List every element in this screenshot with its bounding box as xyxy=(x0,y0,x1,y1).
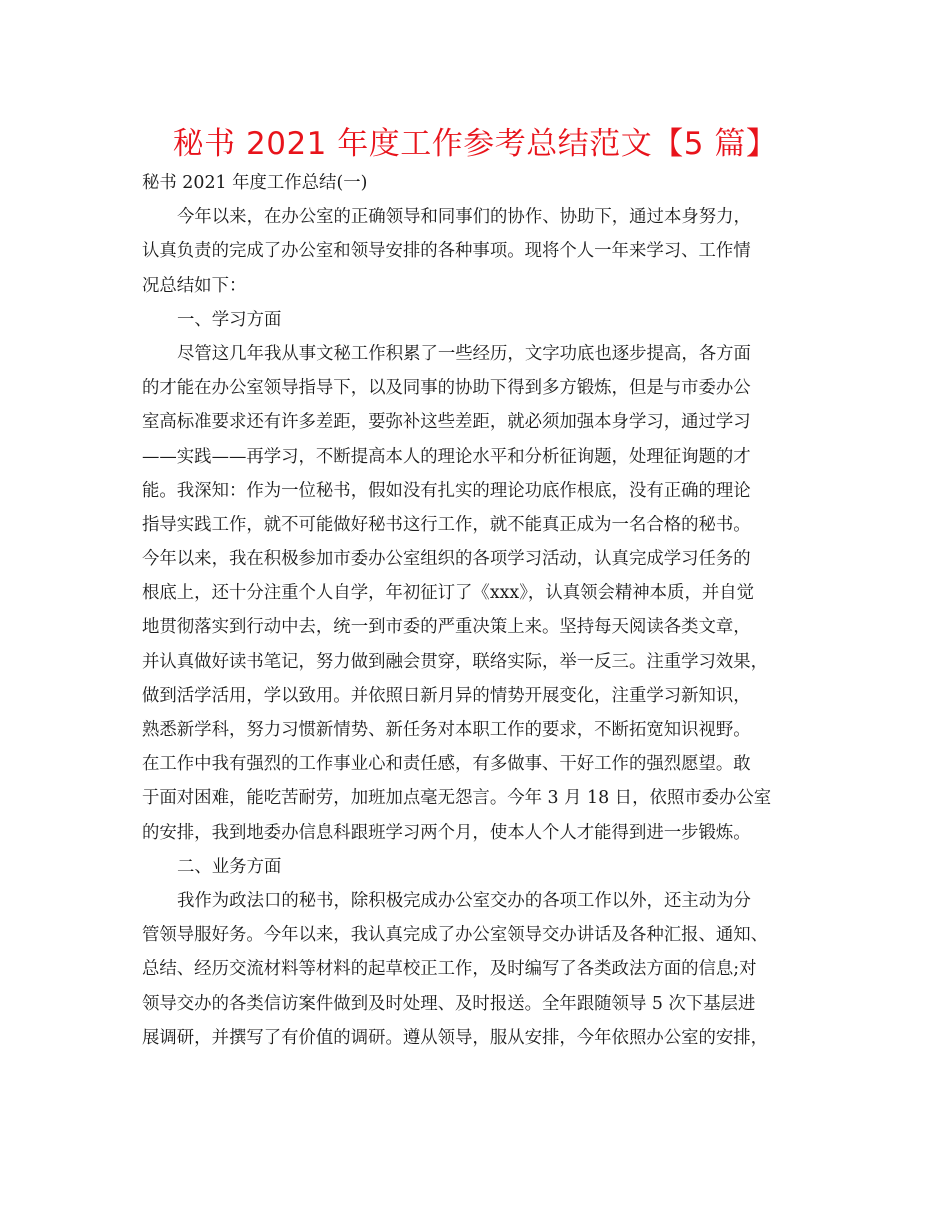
text-line: 于面对困难，能吃苦耐劳，加班加点毫无怨言。今年 3 月 18 日，依照市委办公室 xyxy=(142,788,772,809)
text-line: 总结、经历交流材料等材料的起草校正工作，及时编写了各类政法方面的信息;对 xyxy=(142,959,757,980)
text-line: 并认真做好读书笔记，努力做到融会贯穿，联络实际，举一反三。注重学习效果， xyxy=(142,651,769,672)
text-line: 展调研，并撰写了有价值的调研。遵从领导，服从安排，今年依照办公室的安排， xyxy=(142,1027,769,1048)
text-line: 况总结如下： xyxy=(142,275,247,296)
text-line: 二、业务方面 xyxy=(177,856,282,877)
text-line: 今年以来，在办公室的正确领导和同事们的协作、协助下，通过本身努力， xyxy=(177,207,751,228)
text-line: 的安排，我到地委办信息科跟班学习两个月，使本人个人才能得到进一步锻炼。 xyxy=(142,822,751,843)
text-line: 我作为政法口的秘书，除积极完成办公室交办的各项工作以外，还主动为分 xyxy=(177,890,751,911)
text-line: 能。我深知：作为一位秘书，假如没有扎实的理论功底作根底，没有正确的理论 xyxy=(142,480,751,501)
text-line: 根底上，还十分注重个人自学，年初征订了《xxx》，认真领会精神本质，并自觉 xyxy=(142,583,755,604)
text-line: 指导实践工作，就不可能做好秘书这行工作，就不能真正成为一名合格的秘书。 xyxy=(142,514,751,535)
document-title: 秘书 2021 年度工作参考总结范文【5 篇】 xyxy=(172,126,778,162)
text-line: 秘书 2021 年度工作总结(一) xyxy=(142,173,368,193)
text-line: 领导交办的各类信访案件做到及时处理、及时报送。全年跟随领导 5 次下基层进 xyxy=(142,993,756,1014)
text-line: 认真负责的完成了办公室和领导安排的各种事项。现将个人一年来学习、工作情 xyxy=(142,241,751,262)
text-line: 管领导服好务。今年以来，我认真完成了办公室领导交办讲话及各种汇报、通知、 xyxy=(142,925,769,946)
text-line: 在工作中我有强烈的工作事业心和责任感，有多做事、干好工作的强烈愿望。敢 xyxy=(142,754,751,775)
text-line: 一、学习方面 xyxy=(177,309,282,330)
text-line: 做到活学活用，学以致用。并依照日新月异的情势开展变化，注重学习新知识， xyxy=(142,685,751,706)
text-line: 今年以来，我在积极参加市委办公室组织的各项学习活动，认真完成学习任务的 xyxy=(142,549,751,570)
text-line: 地贯彻落实到行动中去，统一到市委的严重决策上来。坚持每天阅读各类文章， xyxy=(142,617,751,638)
text-line: ——实践——再学习，不断提高本人的理论水平和分析征询题，处理征询题的才 xyxy=(142,446,751,467)
text-line: 尽管这几年我从事文秘工作积累了一些经历，文字功底也逐步提高，各方面 xyxy=(177,343,751,364)
text-line: 熟悉新学科，努力习惯新情势、新任务对本职工作的要求，不断拓宽知识视野。 xyxy=(142,720,751,740)
document-body xyxy=(142,166,804,1055)
text-line: 室高标准要求还有许多差距，要弥补这些差距，就必须加强本身学习，通过学习 xyxy=(142,412,751,433)
text-line: 的才能在办公室领导指导下，以及同事的协助下得到多方锻炼，但是与市委办公 xyxy=(142,378,751,399)
